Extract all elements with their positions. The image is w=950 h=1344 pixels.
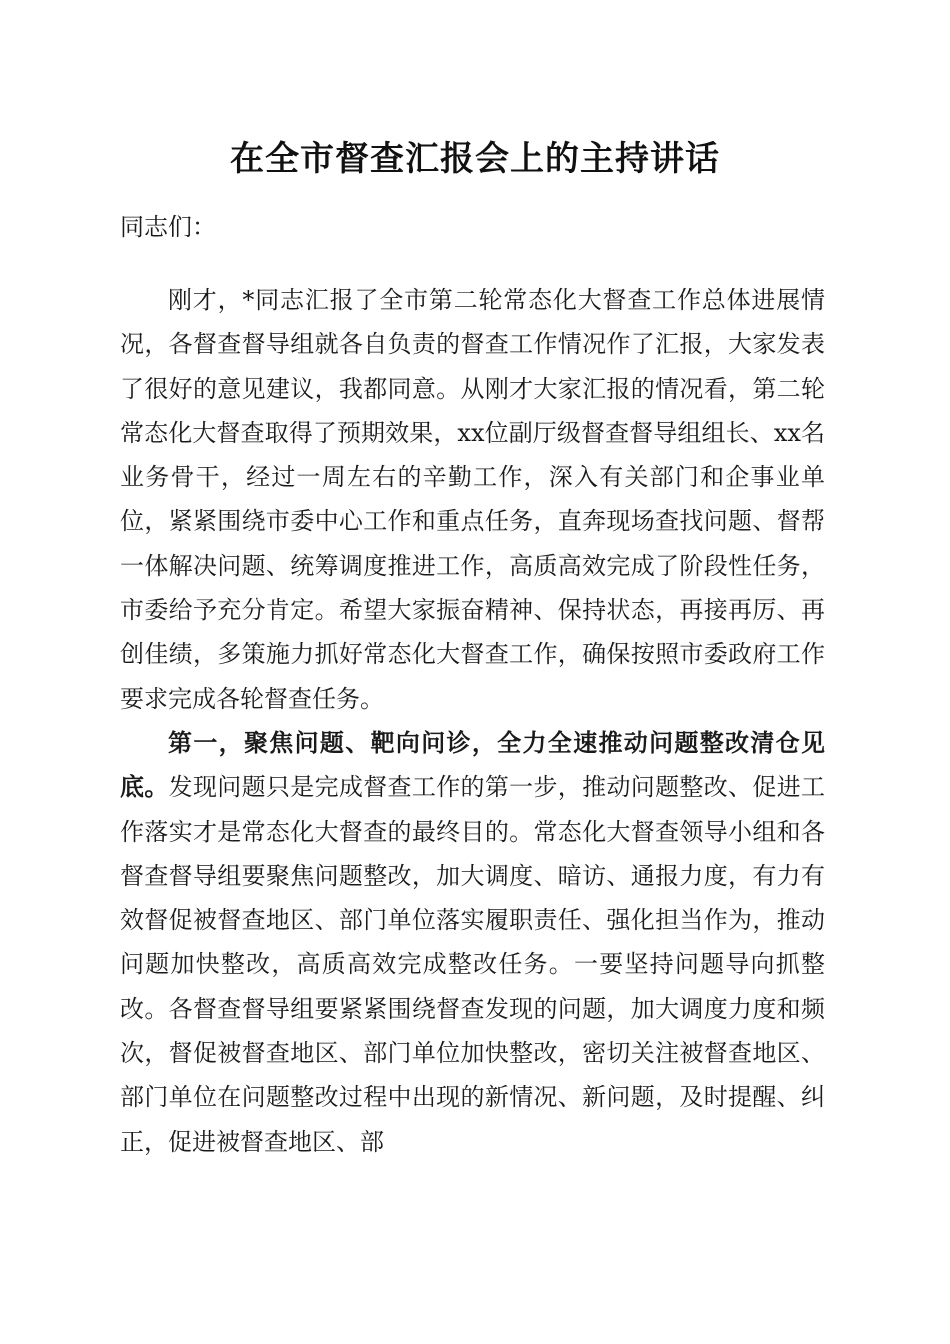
paragraph-text xyxy=(120,721,825,1164)
paragraph-lead: 第一，聚焦问题、靶向问诊，全力全速推动问题整改清仓见底。 xyxy=(120,728,825,802)
paragraph-opening xyxy=(120,278,825,721)
paragraph-body: 刚才，*同志汇报了全市第二轮常态化大督查工作总体进展情况，各督查督导组就各自负责的督查工作情况作了汇报，大家发表了很好的意见建议，我都同意。从刚才大家汇报的情况看，第二轮常态化大督查取得了预期效果，xx位副厅级督查督导组组长、xx名业务骨干，经过一周左右的辛勤工作，深入有关部门和企事业单位，紧紧围绕市委中心工作和重点任务，直奔现场查找问题、督帮一体解决问题、统筹调度推进工作，高质高效完成了阶段性任务，市委给予充分肯定。希望大家振奋精神、保持状态，再接再厉、再创佳绩，多策施力抓好常态化大督查工作，确保按照市委政府工作要求完成各轮督查任务。 xyxy=(120,286,825,713)
paragraph-body: 发现问题只是完成督查工作的第一步，推动问题整改、促进工作落实才是常态化大督查的最终目的。常态化大督查领导小组和各督查督导组要聚焦问题整改，加大调度、暗访、通报力度，有力有效督促被督查地区、部门单位落实履职责任、强化担当作为，推动问题加快整改，高质高效完成整改任务。一要坚持问题导向抓整改。各督查督导组要紧紧围绕督查发现的问题，加大调度力度和频次，督促被督查地区、部门单位加快整改，密切关注被督查地区、部门单位在问题整改过程中出现的新情况、新问题，及时提醒、纠正，促进被督查地区、部 xyxy=(120,773,826,1156)
salutation: 同志们： xyxy=(120,213,216,241)
document-title: 在全市督查汇报会上的主持讲话 xyxy=(230,139,720,179)
paragraph-text xyxy=(120,278,825,721)
paragraph-first-point xyxy=(120,721,825,1164)
